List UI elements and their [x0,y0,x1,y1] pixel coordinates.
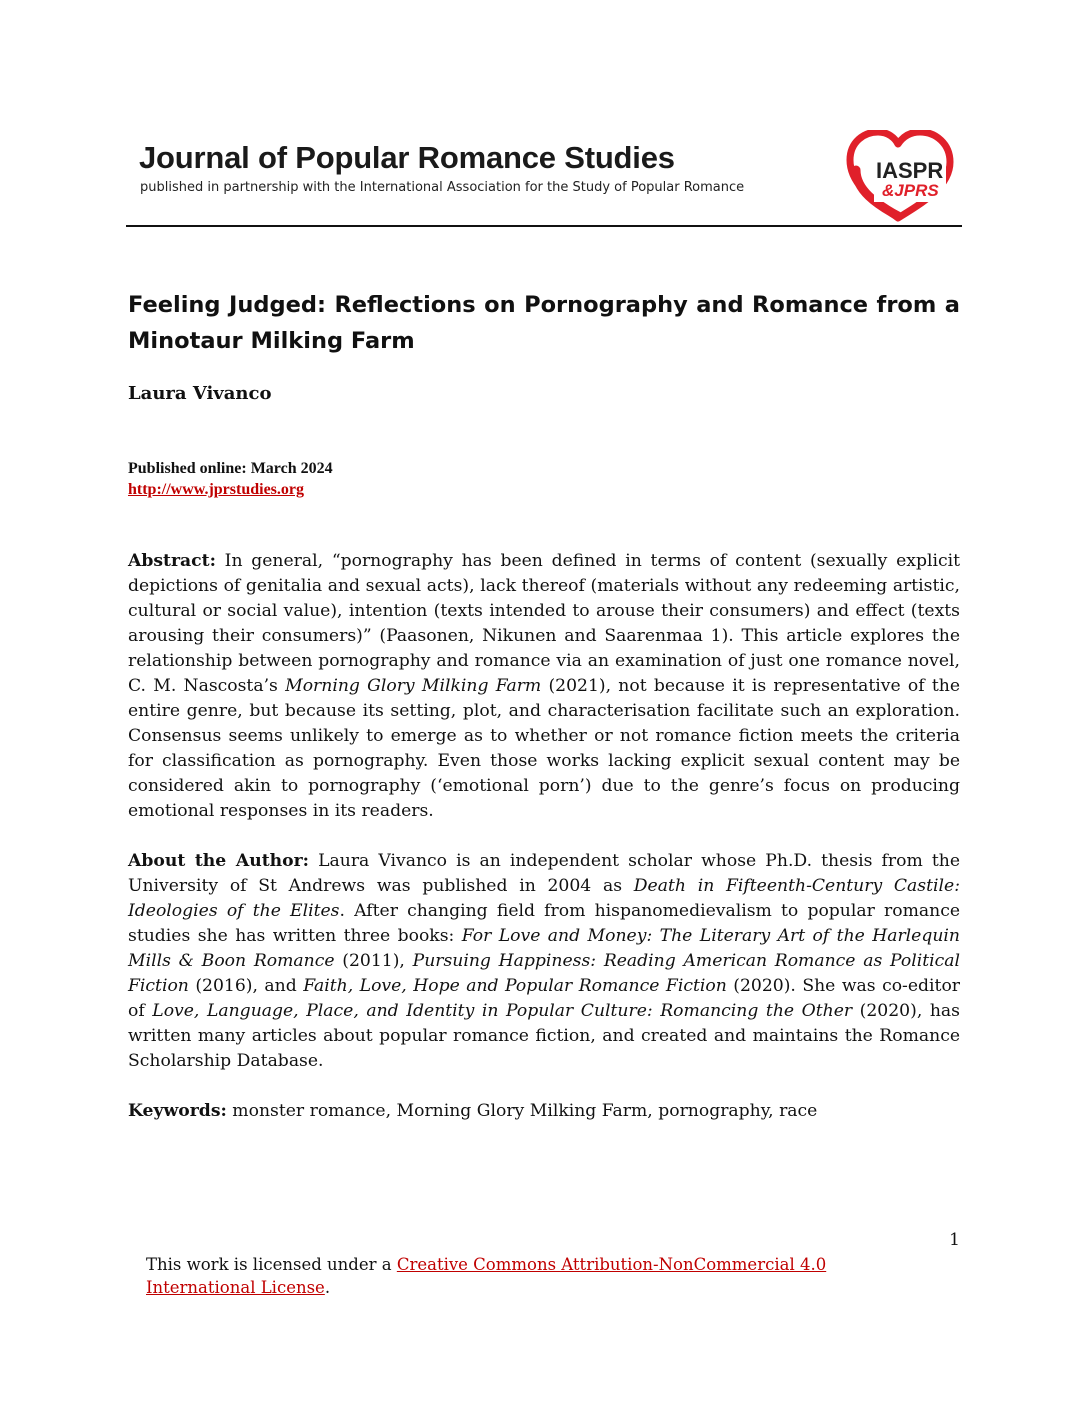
book-title: Morning Glory Milking Farm [285,676,542,696]
published-date: Published online: March 2024 [128,460,333,477]
article-title: Feeling Judged: Reflections on Pornography and Romance from a Minotaur Milking Farm [128,292,960,354]
publication-info [128,458,333,500]
book-title: Death in Fifteenth-Century Castile: Ideologies of the Elites [128,876,960,921]
abstract-paragraph: Abstract: In general, “pornography has been defined in terms of content (sexually explicit depictions of genitalia and sexual acts), lack thereof (materials without any redeeming artistic, cultural or social value), intention (texts intended to arouse their consumers) and effect (texts arousing their consumers)” (Paasonen, Nikunen and Saarenmaa 1). This article explores the relationship between pornography and romance via an examination of just one romance novel, C. M. Nascosta’s Morning Glory Milking Farm (2021), not because it is representative of the entire genre, but because its setting, plot, and characterisation facilitate such an exploration. Consensus seems unlikely to emerge as to whether or not romance fiction meets the criteria for classification as pornography. Even those works lacking explicit sexual content may be considered akin to pornography (‘emotional porn’) due to the genre’s focus on producing emotional responses in its readers. [128,551,960,821]
keywords-label: Keywords: [128,1101,227,1121]
license-notice: This work is licensed under a Creative Commons Attribution-NonCommercial 4.0 International License. [146,1255,827,1297]
article-author: Laura Vivanco [128,383,272,404]
journal-url-link[interactable]: http://www.jprstudies.org [128,481,305,498]
journal-title: Journal of Popular Romance Studies [139,140,675,175]
abstract-label: Abstract: [128,551,216,571]
about-author-paragraph: About the Author: Laura Vivanco is an independent scholar whose Ph.D. thesis from the University of St Andrews was published in 2004 as Death in Fifteenth-Century Castile: Ideologies of the Elites. After changing field from hispanomedievalism to popular romance studies she has written three books: For Love and Money: The Literary Art of the Harlequin Mills & Boon Romance (2011), Pursuing Happiness: Reading American Romance as Political Fiction (2016), and Faith, Love, Hope and Popular Romance Fiction (2020). She was co-editor of Love, Language, Place, and Identity in Popular Culture: Romancing the Other (2020), has written many articles about popular romance fiction, and created and maintains the Romance Scholarship Database. [128,851,961,1071]
license-link[interactable]: Creative Commons Attribution-NonCommercial 4.0 International License [146,1255,827,1297]
about-author-label: About the Author: [128,851,309,871]
logo-text-jprs: &JPRS [882,181,939,200]
iaspr-heart-logo [846,130,956,222]
page-number: 1 [949,1230,960,1250]
journal-masthead [126,130,962,228]
masthead-rule [126,225,962,227]
book-title: Faith, Love, Hope and Popular Romance Fiction [303,976,727,996]
book-title: Love, Language, Place, and Identity in Popular Culture: Romancing the Other [152,1001,853,1021]
logo-text-iaspr: IASPR [876,158,944,183]
book-title: For Love and Money: The Literary Art of the Harlequin Mills & Boon Romance [128,926,960,971]
keywords-list: monster romance, Morning Glory Milking Farm, pornography, race [226,1101,818,1121]
journal-subtitle: published in partnership with the International Association for the Study of Popular Romance [140,180,745,195]
book-title: Pursuing Happiness: Reading American Romance as Political Fiction [128,951,960,996]
keywords-paragraph [128,1099,960,1124]
